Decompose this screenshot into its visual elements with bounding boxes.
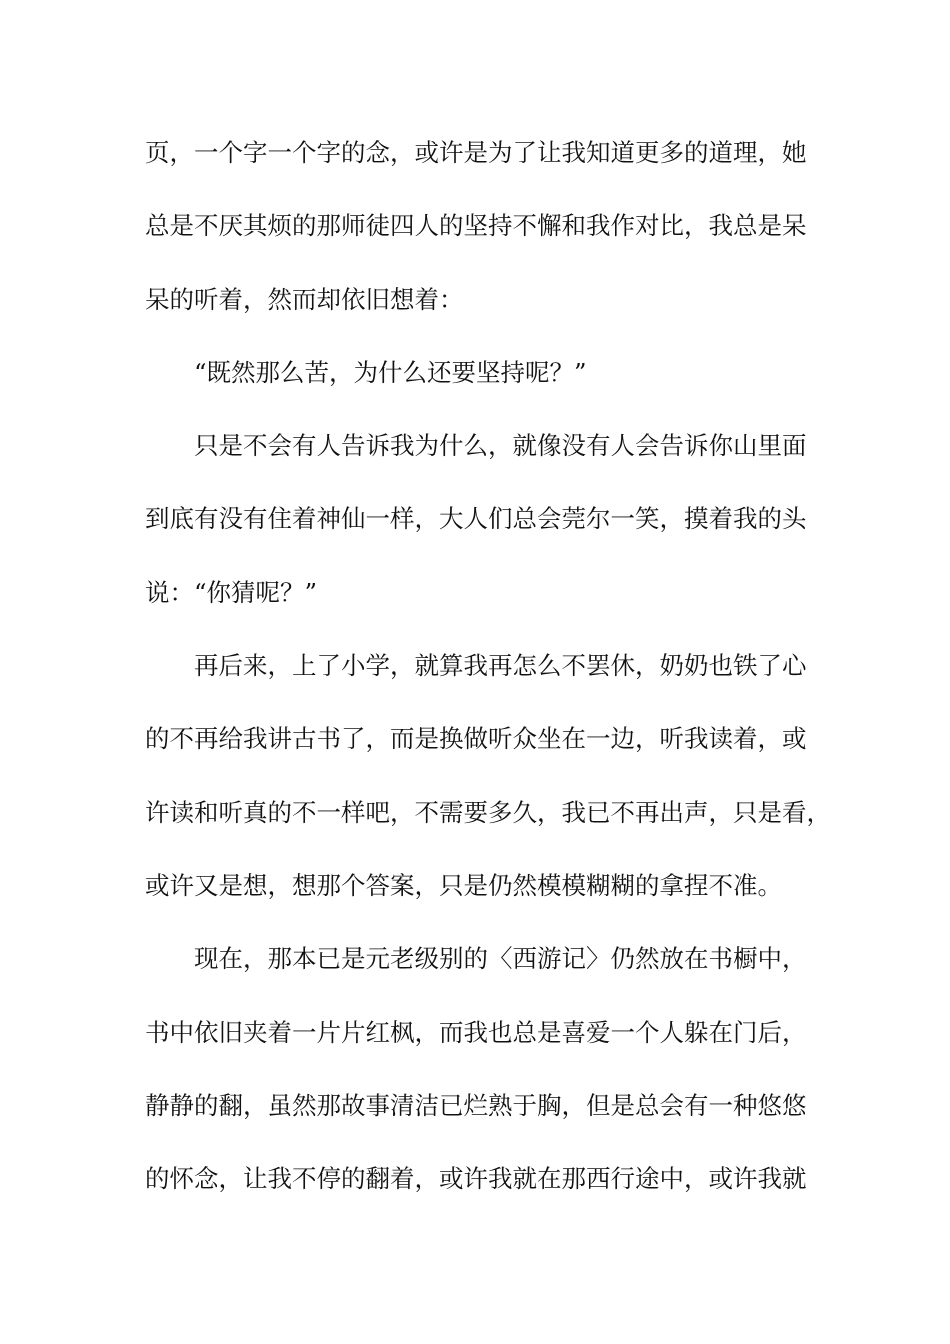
text-line: 页，一个字一个字的念，或许是为了让我知道更多的道理，她 <box>145 138 807 167</box>
paragraph-first-line: 只是不会有人告诉我为什么，就像没有人会告诉你山里面 <box>194 431 807 461</box>
text-line: 说：“你猜呢？” <box>145 577 318 607</box>
text-line: 或许又是想，想那个答案，只是仍然模模糊糊的拿捏不准。 <box>145 870 782 900</box>
paragraph-first-line: “既然那么苦，为什么还要坚持呢？” <box>194 357 587 387</box>
text-line: 书中依旧夹着一片片红枫，而我也总是喜爱一个人躲在门后， <box>145 1017 807 1047</box>
text-line: 的不再给我讲古书了，而是换做听众坐在一边，听我读着，或 <box>145 724 807 754</box>
text-line: 呆的听着，然而却依旧想着： <box>145 284 464 314</box>
paragraph-first-line: 现在，那本已是元老级别的〈西游记〉仍然放在书橱中， <box>194 944 807 974</box>
paragraph-first-line: 再后来，上了小学，就算我再怎么不罢休，奶奶也铁了心 <box>194 651 807 681</box>
text-line: 许读和听真的不一样吧，不需要多久，我已不再出声，只是看， <box>145 797 831 827</box>
body-text <box>145 128 831 1227</box>
text-line: 总是不厌其烦的那师徒四人的坚持不懈和我作对比，我总是呆 <box>145 211 807 241</box>
text-line: 到底有没有住着神仙一样，大人们总会莞尔一笑，摸着我的头 <box>145 504 807 534</box>
text-line: 的怀念，让我不停的翻着，或许我就在那西行途中，或许我就 <box>145 1164 807 1194</box>
text-line: 静静的翻，虽然那故事清洁已烂熟于胸，但是总会有一种悠悠 <box>145 1090 807 1120</box>
